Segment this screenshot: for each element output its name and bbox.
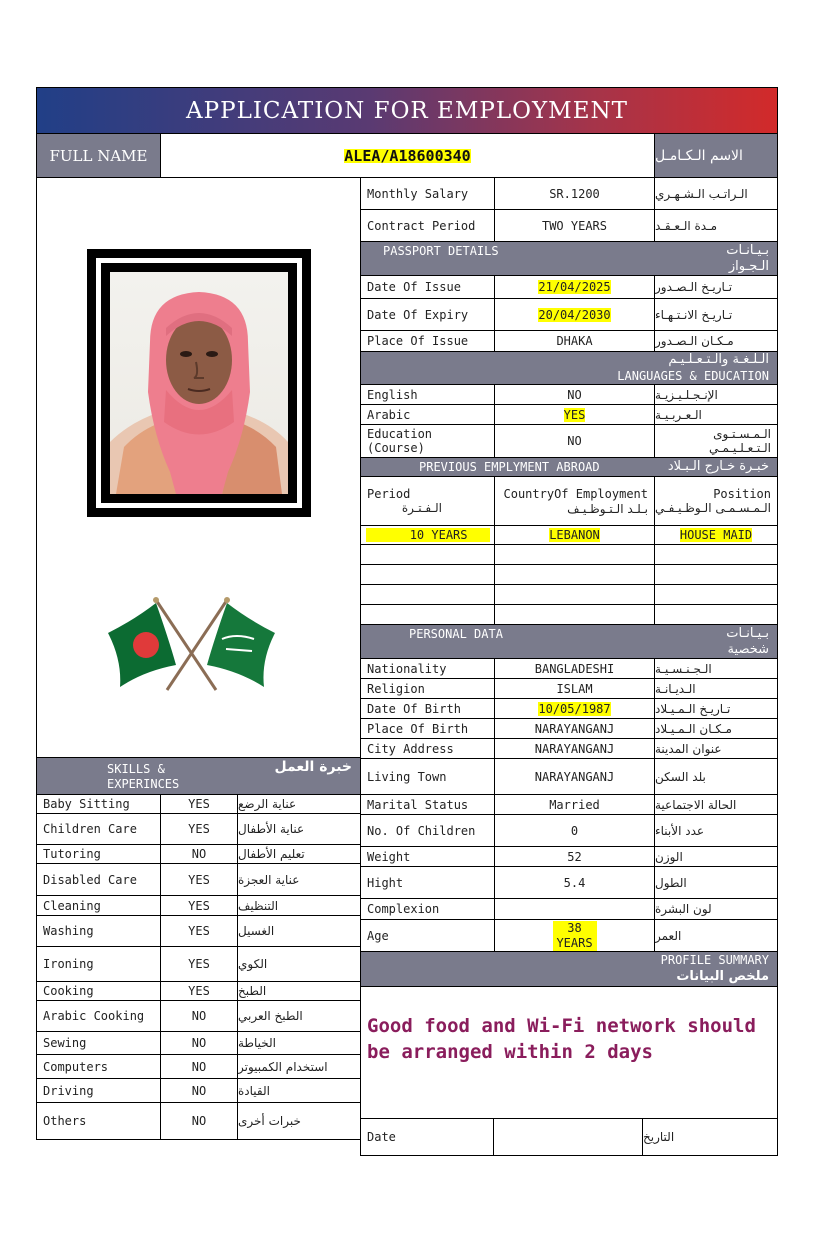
skill-label: Baby Sitting xyxy=(36,794,161,814)
skill-value: YES xyxy=(160,863,238,896)
form-title: APPLICATION FOR EMPLOYMENT xyxy=(36,87,778,134)
date-label-ar: التاريخ xyxy=(642,1118,778,1156)
skill-label: Computers xyxy=(36,1054,161,1079)
height-value: 5.4 xyxy=(494,866,655,899)
skill-label: Children Care xyxy=(36,813,161,845)
skills-section-title-ar: خبرة العمل xyxy=(274,759,352,775)
skill-label: Cleaning xyxy=(36,895,161,916)
languages-section-title: LANGUAGES & EDUCATION xyxy=(617,369,769,383)
weight-label-ar: الوزن xyxy=(654,846,778,867)
skill-value: YES xyxy=(160,915,238,947)
date-label: Date xyxy=(360,1118,494,1156)
town-label-ar: بلد السكن xyxy=(654,758,778,795)
skill-label: Driving xyxy=(36,1078,161,1103)
applicant-portrait xyxy=(110,272,288,494)
passport-section-title: PASSPORT DETAILS xyxy=(383,244,499,258)
employment-section-title-ar: خبـرة خـارج الـبـلاد xyxy=(667,459,769,474)
employment-empty-row xyxy=(654,544,778,565)
employment-row-position xyxy=(654,525,778,545)
passport-section-title-ar: بـيـانـات الـجـواز xyxy=(726,243,769,274)
issue-place-value: DHAKA xyxy=(494,330,655,352)
salary-value: SR.1200 xyxy=(494,177,655,210)
skill-value: NO xyxy=(160,1054,238,1079)
issue-place-label: Place Of Issue xyxy=(360,330,495,352)
issue-date-label-ar: تـاريـخ الـصـدور xyxy=(654,275,778,299)
dob-label-ar: تـاريـخ الـمـيـلاد xyxy=(654,698,778,719)
complexion-value xyxy=(494,898,655,920)
skills-section-header xyxy=(36,757,361,795)
employment-empty-row xyxy=(654,564,778,585)
skill-label: Others xyxy=(36,1102,161,1140)
employment-col-country xyxy=(494,476,655,526)
personal-section-title-ar: بـيـانـات شخصية xyxy=(726,626,769,657)
skill-value: YES xyxy=(160,794,238,814)
skill-label: Ironing xyxy=(36,946,161,982)
skill-label-ar: الكوي xyxy=(237,946,361,982)
arabic-value: YES xyxy=(563,407,586,422)
pob-value: NARAYANGANJ xyxy=(494,718,655,739)
employment-col-country-label-ar: بـلـد الـتـوظـيـف xyxy=(567,502,648,516)
height-label-ar: الطول xyxy=(654,866,778,899)
arabic-cell xyxy=(494,404,655,425)
skill-label: Cooking xyxy=(36,981,161,1001)
salary-label: Monthly Salary xyxy=(360,177,495,210)
employment-empty-row xyxy=(494,564,655,585)
full-name-label-ar: الاسم الـكـامـل xyxy=(654,133,778,178)
employment-row-period xyxy=(360,525,495,545)
skill-value: YES xyxy=(160,813,238,845)
nationality-label: Nationality xyxy=(360,658,495,679)
skill-label: Sewing xyxy=(36,1031,161,1055)
children-value: 0 xyxy=(494,814,655,847)
religion-label-ar: الـديـانـة xyxy=(654,678,778,699)
contract-label: Contract Period xyxy=(360,209,495,242)
issue-date-value: 21/04/2025 xyxy=(538,280,611,294)
employment-col-position-label: Position xyxy=(713,486,771,501)
city-value: NARAYANGANJ xyxy=(494,738,655,759)
employment-empty-row xyxy=(360,544,495,565)
employment-empty-row xyxy=(360,564,495,585)
city-label-ar: عنوان المدينة xyxy=(654,738,778,759)
religion-label: Religion xyxy=(360,678,495,699)
expiry-date-value: 20/04/2030 xyxy=(538,307,611,322)
contract-value: TWO YEARS xyxy=(494,209,655,242)
crossed-flags-icon xyxy=(104,595,279,695)
arabic-label: Arabic xyxy=(360,404,495,425)
languages-section-title-ar: الـلـغـة والـتـعـلـيـم xyxy=(668,352,769,367)
english-label: English xyxy=(360,384,495,405)
skill-label-ar: الخياطة xyxy=(237,1031,361,1055)
salary-label-ar: الـراتـب الـشـهـري xyxy=(654,177,778,210)
skill-label-ar: الطبخ xyxy=(237,981,361,1001)
employment-empty-row xyxy=(360,604,495,625)
skill-label-ar: تعليم الأطفال xyxy=(237,844,361,864)
expiry-date-cell xyxy=(494,298,655,331)
issue-place-label-ar: مـكـان الـصـدور xyxy=(654,330,778,352)
languages-section-header xyxy=(360,351,778,385)
complexion-label-ar: لون البشرة xyxy=(654,898,778,920)
nationality-value: BANGLADESHI xyxy=(494,658,655,679)
town-value: NARAYANGANJ xyxy=(494,758,655,795)
employment-col-position-label-ar: الـمـسـمـى الـوظـيـفـي xyxy=(655,500,771,515)
skill-label-ar: عناية العجزة xyxy=(237,863,361,896)
skill-value: NO xyxy=(160,1031,238,1055)
skill-label-ar: التنظيف xyxy=(237,895,361,916)
education-value: NO xyxy=(494,424,655,458)
skill-value: YES xyxy=(160,946,238,982)
city-label: City Address xyxy=(360,738,495,759)
skill-value: NO xyxy=(160,1102,238,1140)
skill-value: NO xyxy=(160,844,238,864)
flags-emblem xyxy=(104,595,279,695)
employment-col-period-label-ar: الـفـتـرة xyxy=(401,501,442,515)
town-label: Living Town xyxy=(360,758,495,795)
profile-summary-text: Good food and Wi-Fi network should be arranged within 2 days xyxy=(360,986,778,1119)
employment-col-period xyxy=(360,476,495,526)
skill-label-ar: خبرات أخرى xyxy=(237,1102,361,1140)
full-name-cell xyxy=(160,133,655,178)
age-value: 38 YEARS xyxy=(553,921,597,951)
weight-label: Weight xyxy=(360,846,495,867)
expiry-date-label: Date Of Expiry xyxy=(360,298,495,331)
nationality-label-ar: الـجـنـسـيـة xyxy=(654,658,778,679)
english-value: NO xyxy=(494,384,655,405)
skill-label: Tutoring xyxy=(36,844,161,864)
personal-section-title: PERSONAL DATA xyxy=(409,627,503,641)
date-value xyxy=(493,1118,643,1156)
profile-section-title: PROFILE SUMMARY xyxy=(660,953,769,967)
employment-position-value: HOUSE MAID xyxy=(679,528,753,542)
employment-period-value: 10 YEARS xyxy=(366,528,490,542)
skill-label: Disabled Care xyxy=(36,863,161,896)
dob-cell xyxy=(494,698,655,719)
skill-label-ar: عناية الأطفال xyxy=(237,813,361,845)
skills-section-title: SKILLS & EXPERINCES xyxy=(107,762,180,791)
issue-date-cell xyxy=(494,275,655,299)
employment-col-country-label: CountryOf Employment xyxy=(503,487,648,501)
pob-label: Place Of Birth xyxy=(360,718,495,739)
skill-label-ar: عناية الرضع xyxy=(237,794,361,814)
pob-label-ar: مـكـان الـمـيـلاد xyxy=(654,718,778,739)
skill-value: NO xyxy=(160,1000,238,1032)
full-name-label: FULL NAME xyxy=(36,133,161,178)
skill-value: YES xyxy=(160,895,238,916)
education-label: Education (Course) xyxy=(360,424,495,458)
religion-value: ISLAM xyxy=(494,678,655,699)
employment-empty-row xyxy=(360,584,495,605)
skill-value: YES xyxy=(160,981,238,1001)
children-label: No. Of Children xyxy=(360,814,495,847)
employment-row-country xyxy=(494,525,655,545)
skill-value: NO xyxy=(160,1078,238,1103)
age-label: Age xyxy=(360,919,495,952)
complexion-label: Complexion xyxy=(360,898,495,920)
employment-country-value: LEBANON xyxy=(549,528,600,542)
skill-label-ar: الطبخ العربي xyxy=(237,1000,361,1032)
profile-section-title-ar: ملخص البيانات xyxy=(676,969,769,984)
english-label-ar: الإنـجـلـيـزيـة xyxy=(654,384,778,405)
full-name-value: ALEA/A18600340 xyxy=(344,146,471,165)
expiry-date-label-ar: تـاريـخ الانـتـهـاء xyxy=(654,298,778,331)
dob-value: 10/05/1987 xyxy=(538,701,611,716)
education-label-ar: الـمـسـتـوى الـتـعـلـيـمـي xyxy=(654,424,778,458)
employment-empty-row xyxy=(654,584,778,605)
arabic-label-ar: الـعـربـيـة xyxy=(654,404,778,425)
profile-section-header xyxy=(360,951,778,987)
skill-label-ar: القيادة xyxy=(237,1078,361,1103)
marital-value: Married xyxy=(494,794,655,815)
employment-empty-row xyxy=(494,604,655,625)
skill-label: Arabic Cooking xyxy=(36,1000,161,1032)
issue-date-label: Date Of Issue xyxy=(360,275,495,299)
employment-col-position xyxy=(654,476,778,526)
employment-section-title: PREVIOUS EMPLYMENT ABROAD xyxy=(419,460,600,474)
employment-section-header xyxy=(360,457,778,477)
age-label-ar: العمر xyxy=(654,919,778,952)
employment-empty-row xyxy=(654,604,778,625)
weight-value: 52 xyxy=(494,846,655,867)
height-label: Hight xyxy=(360,866,495,899)
age-cell xyxy=(494,919,655,952)
applicant-photo xyxy=(110,272,288,494)
children-label-ar: عدد الأبناء xyxy=(654,814,778,847)
passport-section-header xyxy=(360,241,778,276)
marital-label-ar: الحالة الاجتماعية xyxy=(654,794,778,815)
employment-col-period-label: Period xyxy=(367,487,411,501)
skill-label-ar: الغسيل xyxy=(237,915,361,947)
contract-label-ar: مـدة الـعـقـد xyxy=(654,209,778,242)
skill-label-ar: استخدام الكمبيوتر xyxy=(237,1054,361,1079)
dob-label: Date Of Birth xyxy=(360,698,495,719)
personal-section-header xyxy=(360,624,778,659)
employment-empty-row xyxy=(494,544,655,565)
employment-empty-row xyxy=(494,584,655,605)
marital-label: Marital Status xyxy=(360,794,495,815)
skill-label: Washing xyxy=(36,915,161,947)
